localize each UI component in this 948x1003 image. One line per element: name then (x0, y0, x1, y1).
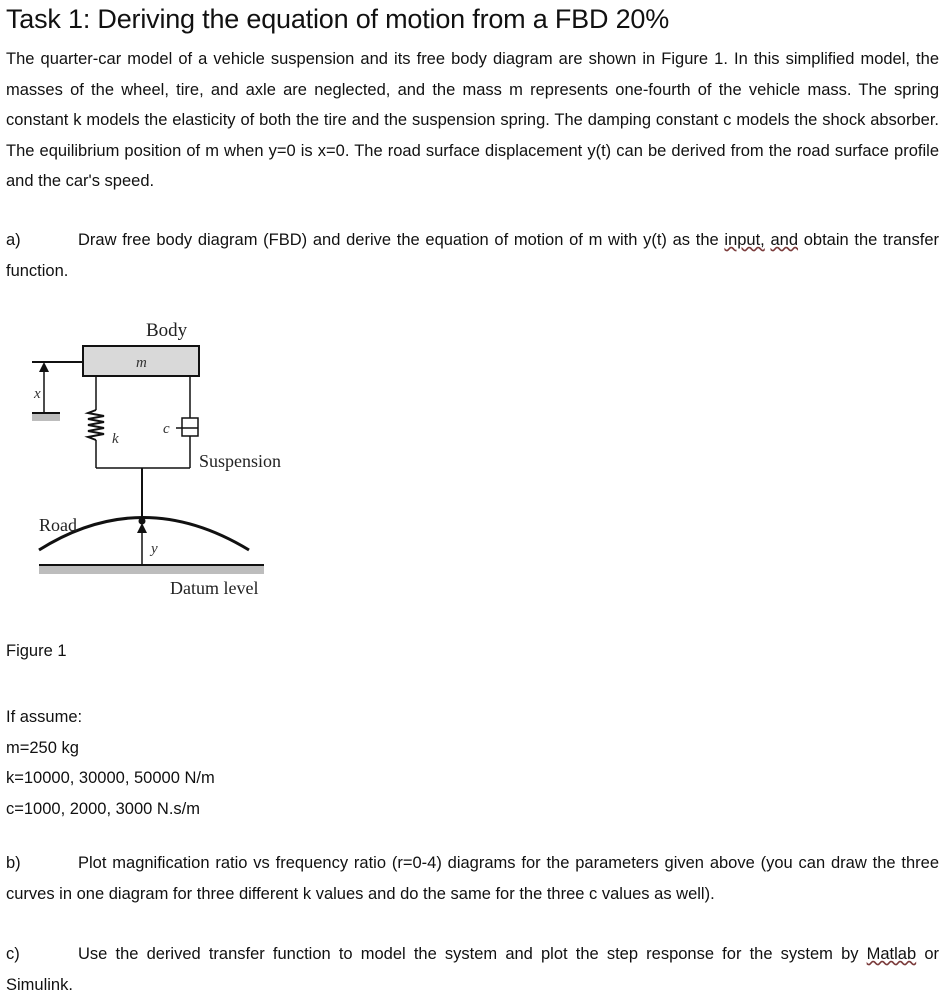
part-c-underlined-matlab: Matlab (866, 945, 917, 963)
assume-stiffness: k=10000, 30000, 50000 N/m (6, 769, 215, 787)
part-c-text-1: Use the derived transfer function to model the system and plot the step response for the system by (78, 945, 867, 963)
assume-damping: c=1000, 2000, 3000 N.s/m (6, 799, 201, 818)
part-a-underlined-input: input, (724, 231, 765, 249)
part-a (6, 225, 939, 286)
datum-hatch (39, 565, 264, 574)
assumptions (6, 702, 215, 824)
part-b-text: Plot magnification ratio vs frequency ratio (r=0-4) diagrams for the parameters given above (you can draw the three curves in one diagram for three different k values and do the same for the three c values as well). (6, 854, 939, 903)
body-label: Body (146, 320, 188, 341)
intro-paragraph: The quarter-car model of a vehicle suspension and its free body diagram are shown in Figure 1. In this simplified model, the masses of the wheel, tire, and axle are neglected, and the mass m represents one-fourth of the vehicle mass. The spring constant k models the elasticity of both the tire and the suspension spring. The damping constant c models the shock absorber. The equilibrium position of m when y=0 is x=0. The road surface displacement y(t) can be derived from the road surface profile and the car's speed. (6, 50, 939, 190)
assume-heading: If assume: (6, 708, 83, 726)
x-label: x (34, 386, 41, 402)
part-c-label: c) (6, 945, 20, 963)
part-a-text-2: obtain the transfer function. (6, 231, 939, 280)
part-c (6, 939, 939, 1000)
figure-caption: Figure 1 (6, 642, 67, 660)
part-a-label: a) (6, 231, 21, 249)
y-arrow-head (137, 523, 147, 533)
part-c-text-2: or Simulink. (6, 945, 939, 994)
suspension-label: Suspension (199, 451, 282, 471)
damper-cylinder (182, 418, 198, 436)
y-label: y (151, 541, 158, 557)
task-title: Task 1: Deriving the equation of motion from a FBD 20% (6, 4, 670, 34)
quarter-car-diagram (24, 310, 324, 610)
assume-mass: m=250 kg (6, 738, 79, 757)
datum-label: Datum level (170, 578, 259, 598)
part-a-underlined-and: and (770, 231, 799, 249)
part-b (6, 848, 939, 909)
part-b-label: b) (6, 854, 21, 872)
part-a-text-1: Draw free body diagram (FBD) and derive the equation of motion of m with y(t) as the (78, 231, 725, 249)
k-label: k (112, 431, 119, 447)
mass-label: m (136, 355, 147, 371)
x-arrow-head (39, 362, 49, 372)
road-label: Road (39, 515, 77, 535)
spring-coil (88, 410, 104, 440)
c-label: c (163, 421, 170, 437)
x-ground-hatch (32, 413, 60, 421)
